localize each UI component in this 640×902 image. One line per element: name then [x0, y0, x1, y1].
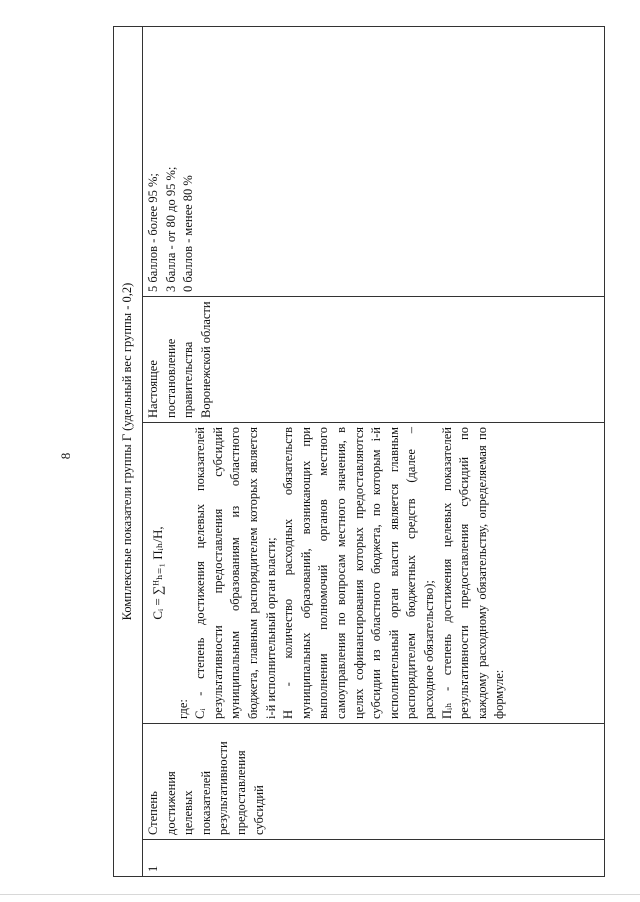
page-bottom-rule [0, 894, 640, 895]
table-row [143, 26, 605, 876]
score-0: 0 баллов - менее 80 % [181, 175, 196, 292]
indicator-table [113, 26, 605, 877]
page-number: 8 [58, 452, 73, 460]
method-cell [143, 423, 605, 724]
score-5: 5 баллов - более 95 %; [146, 173, 160, 292]
definition-n: Н - количество расходных обязательств муниципальных образований, возникающих при выполнении полномочий органов местного самоуправления по вопросам местного значения, в целях софинансирования которых предоставляются субсидии из областного бюджета, по которым i-й исполнительный орган власти является главным распорядителем бюджетных средств (далее – расходное обязательство); [281, 427, 436, 719]
formula: Cᵢ = ∑ᴴₕ₌₁ Пᵢₕ/Н, [150, 526, 165, 620]
rotated-table-page [113, 27, 605, 877]
group-header-row [114, 26, 143, 876]
where-label: где: [175, 699, 190, 719]
scoring-cell [143, 26, 605, 296]
group-title: Комплексные показатели группы Г (удельный вес группы - 0,2) [114, 26, 143, 876]
source-document: Настоящее постановление правительства Воронежской области [143, 297, 605, 423]
definition-ci: Cᵢ - степень достижения целевых показателей результативности предоставления субсидий муниципальным образованиям из областного бюджета, главным распорядителем которых является i-й исполнительный орган власти; [193, 427, 278, 719]
score-3: 3 балла - от 80 до 95 %; [163, 166, 178, 292]
definition-pih: Пᵢₕ - степень достижения целевых показателей результативности предоставления субсидий по каждому расходному обязательству, определяемая по формуле: [439, 427, 507, 719]
indicator-name: Степень достижения целевых показателей результативности предоставления субсидий [143, 724, 605, 840]
row-index: 1 [143, 840, 605, 877]
